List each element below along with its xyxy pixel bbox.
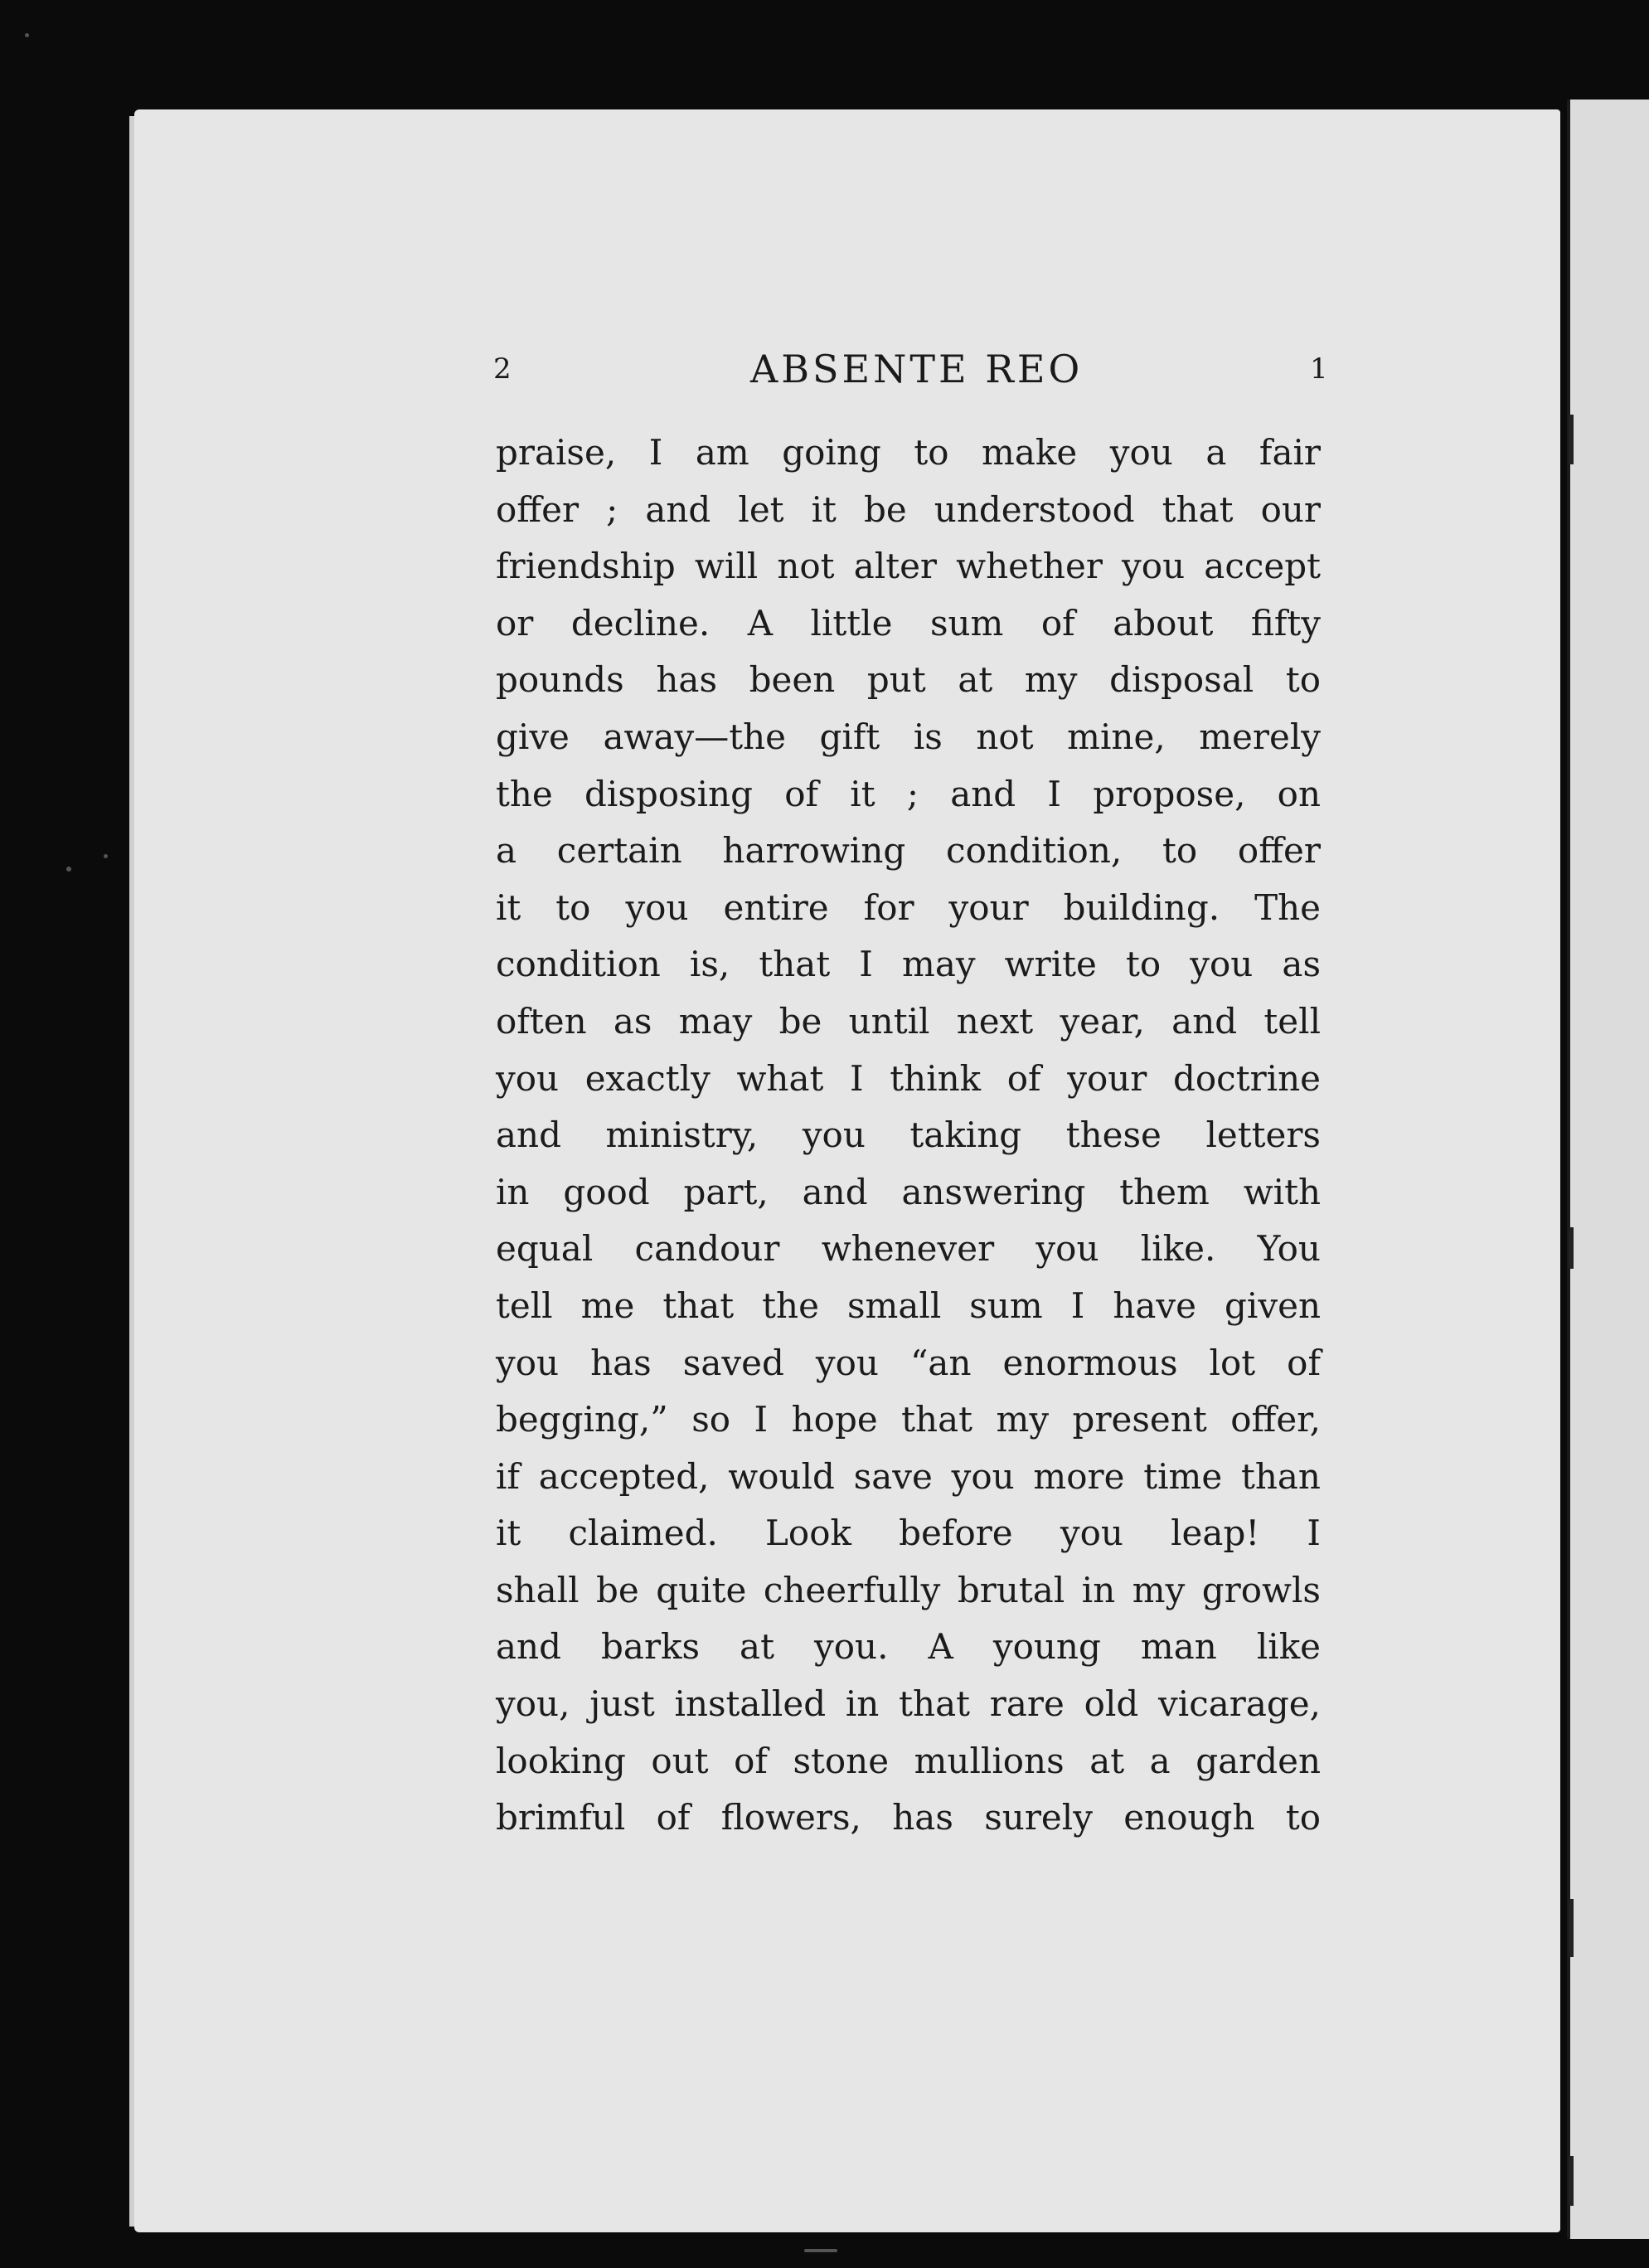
scan-speck: [804, 2249, 837, 2252]
running-header: [493, 344, 1328, 394]
edge-mark: [1569, 2156, 1574, 2206]
page-number-left: 2: [493, 352, 512, 386]
edge-mark: [1569, 415, 1574, 464]
scan-speck: [104, 854, 108, 858]
text-line: if accepted, would save you more time than: [496, 1455, 1321, 1497]
text-line: shall be quite cheerfully brutal in my growls: [496, 1569, 1321, 1610]
scan-speck: [25, 33, 29, 37]
text-line: and ministry, you taking these letters: [496, 1115, 1321, 1156]
text-line: brimful of flowers, has surely enough to: [496, 1797, 1321, 1838]
text-line: condition is, that I may write to you as: [496, 944, 1321, 985]
text-line: you exactly what I think of your doctrine: [496, 1057, 1321, 1099]
text-line: praise, I am going to make you a fair: [496, 432, 1321, 473]
text-line: it claimed. Look before you leap! I: [496, 1513, 1321, 1554]
text-line: equal candour whenever you like. You: [496, 1228, 1321, 1270]
text-line: you, just installed in that rare old vicarage,: [496, 1683, 1321, 1725]
text-line: begging,” so I hope that my present offer,: [496, 1399, 1321, 1440]
text-line: looking out of stone mullions at a garden: [496, 1740, 1321, 1781]
scan-speck: [66, 867, 71, 872]
text-line: or decline. A little sum of about fifty: [496, 602, 1321, 643]
text-line: a certain harrowing condition, to offer: [496, 830, 1321, 872]
edge-mark: [1569, 1899, 1574, 1957]
edge-mark: [1569, 1227, 1574, 1269]
text-line: tell me that the small sum I have given: [496, 1285, 1321, 1326]
body-text: [496, 425, 1321, 1847]
text-line: give away—the gift is not mine, merely: [496, 716, 1321, 757]
text-line: the disposing of it ; and I propose, on: [496, 773, 1321, 814]
text-line: and barks at you. A young man like: [496, 1626, 1321, 1668]
text-line: often as may be until next year, and tell: [496, 1000, 1321, 1042]
text-line: you has saved you “an enormous lot of: [496, 1342, 1321, 1383]
text-line: offer ; and let it be understood that our: [496, 488, 1321, 530]
text-line: friendship will not alter whether you accept: [496, 546, 1321, 587]
running-title: ABSENTE REO: [750, 347, 1084, 391]
text-line: pounds has been put at my disposal to: [496, 659, 1321, 701]
adjacent-page-edge: [1567, 100, 1649, 2239]
text-line: it to you entire for your building. The: [496, 886, 1321, 928]
text-line: in good part, and answering them with: [496, 1171, 1321, 1212]
page-number-right: 1: [1310, 352, 1328, 386]
